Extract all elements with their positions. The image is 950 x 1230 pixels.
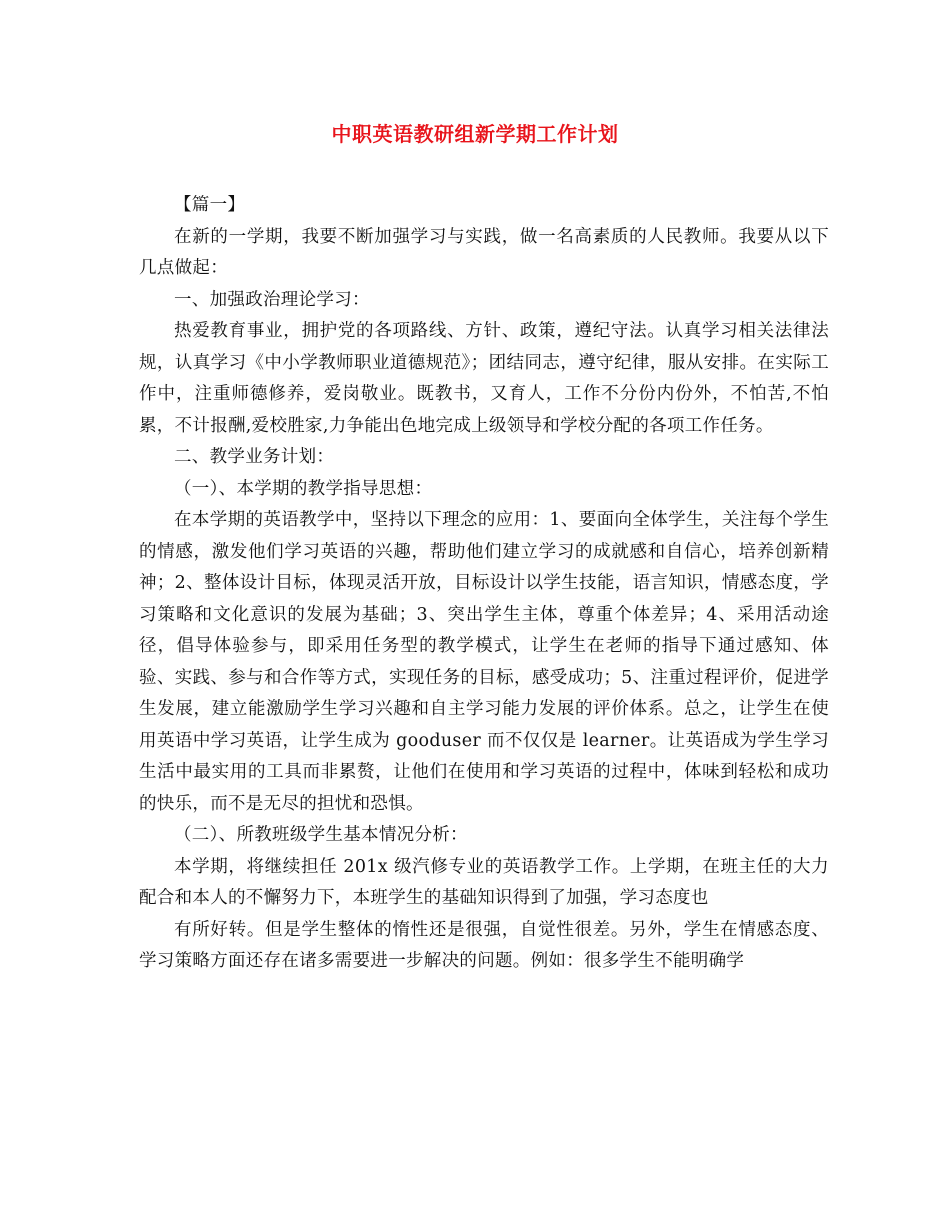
class-analysis-paragraph: 本学期，将继续担任 201x 级汽修专业的英语教学工作。上学期，在班主任的大力配合和本人的不懈努力下，本班学生的基础知识得到了加强，学习态度也: [139, 856, 829, 908]
class-analysis-continued-paragraph: 有所好转。但是学生整体的惰性还是很强，自觉性很差。另外，学生在情感态度、学习策略方面还存在诸多需要进一步解决的问题。例如：很多学生不能明确学: [139, 919, 829, 971]
section-heading-teaching-plan: 二、教学业务计划：: [174, 447, 335, 467]
guiding-ideas-paragraph: 在本学期的英语教学中，坚持以下理念的应用：1、要面向全体学生，关注每个学生的情感，激发他们学习英语的兴趣，帮助他们建立学习的成就感和自信心，培养创新精神；2、整体设计目标，体现灵活开放，目标设计以学生技能，语言知识，情感态度，学习策略和文化意识的发展为基础；3、突出学生主体，尊重个体差异；4、采用活动途径，倡导体验参与，即采用任务型的教学模式，让学生在老师的指导下通过感知、体验、实践、参与和合作等方式，实现任务的目标，感受成功；5、注重过程评价，促进学生发展，建立能激励学生学习兴趣和自主学习能力发展的评价体系。总之，让学生在使用英语中学习英语，让学生成为 gooduser 而不仅仅是 learner。让英语成为学生学习生活中最实用的工具而非累赘，让他们在使用和学习英语的过程中，体味到轻松和成功的快乐，而不是无尽的担忧和恐惧。: [139, 510, 829, 814]
document-title: 中职英语教研组新学期工作计划: [331, 122, 619, 146]
subsection-heading-class-analysis: （二）、所教班级学生基本情况分析：: [174, 825, 468, 845]
intro-paragraph: 在新的一学期，我要不断加强学习与实践，做一名高素质的人民教师。我要从以下几点做起：: [139, 226, 829, 278]
section-heading-politics: 一、加强政治理论学习：: [174, 289, 370, 310]
subsection-heading-guiding-ideas: （一）、本学期的教学指导思想：: [174, 478, 433, 499]
politics-paragraph: 热爱教育事业，拥护党的各项路线、方针、政策，遵纪守法。认真学习相关法律法规，认真学习《中小学教师职业道德规范》；团结同志，遵守纪律，服从安排。在实际工作中，注重师德修养，爱岗敬业。既教书，又育人，工作不分份内份外，不怕苦,不怕累，不计报酬,爱校胜家,力争能出色地完成上级领导和学校分配的各项工作任务。: [139, 321, 829, 436]
document-body: [139, 190, 829, 978]
section-label: 【篇一】: [174, 195, 246, 215]
